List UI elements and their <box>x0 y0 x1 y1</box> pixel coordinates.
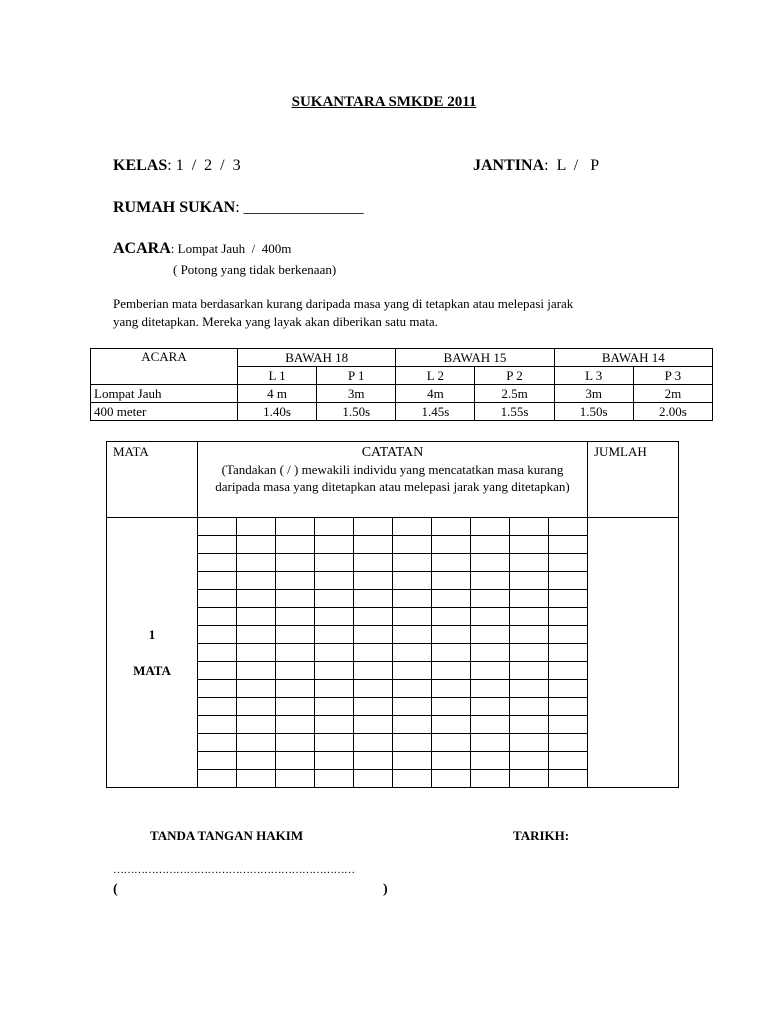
table-row <box>91 385 713 403</box>
tally-cell[interactable] <box>432 572 471 590</box>
criteria-group: BAWAH 18 <box>238 349 396 367</box>
tally-cell[interactable] <box>432 698 471 716</box>
tally-cell[interactable] <box>315 770 354 788</box>
tally-cell[interactable] <box>510 680 549 698</box>
tally-cell[interactable] <box>315 734 354 752</box>
tally-cell[interactable] <box>276 770 315 788</box>
tally-cell[interactable] <box>198 608 237 626</box>
criteria-event: Lompat Jauh <box>91 385 238 403</box>
jantina-options: : L / P <box>544 157 600 174</box>
tally-cell[interactable] <box>276 518 315 536</box>
record-header-mata: MATA <box>107 442 198 518</box>
tally-cell[interactable] <box>354 770 393 788</box>
criteria-subheader: L 1 <box>238 367 317 385</box>
record-table <box>106 441 679 788</box>
tally-cell[interactable] <box>276 608 315 626</box>
tally-cell[interactable] <box>237 590 276 608</box>
tally-cell[interactable] <box>354 572 393 590</box>
tally-cell[interactable] <box>276 662 315 680</box>
tally-cell[interactable] <box>354 698 393 716</box>
tally-cell[interactable] <box>510 554 549 572</box>
tally-cell[interactable] <box>354 680 393 698</box>
tally-cell[interactable] <box>549 698 588 716</box>
tally-cell[interactable] <box>471 608 510 626</box>
mata-unit: MATA <box>133 662 171 678</box>
tally-cell[interactable] <box>198 680 237 698</box>
tally-cell[interactable] <box>432 590 471 608</box>
tally-cell[interactable] <box>276 680 315 698</box>
tally-cell[interactable] <box>549 572 588 590</box>
tally-row <box>107 518 679 536</box>
tally-cell[interactable] <box>354 590 393 608</box>
tally-cell[interactable] <box>432 536 471 554</box>
tally-cell[interactable] <box>549 518 588 536</box>
tally-cell[interactable] <box>510 662 549 680</box>
criteria-value: 4 m <box>238 385 317 403</box>
kelas-field <box>113 157 241 175</box>
tally-cell[interactable] <box>393 536 432 554</box>
tally-cell[interactable] <box>432 626 471 644</box>
criteria-value: 1.50s <box>554 403 633 421</box>
tally-cell[interactable] <box>237 518 276 536</box>
table-row <box>91 403 713 421</box>
tally-cell[interactable] <box>471 770 510 788</box>
tally-cell[interactable] <box>471 752 510 770</box>
mata-value: 1 <box>148 626 156 642</box>
criteria-subheader: L 2 <box>396 367 475 385</box>
acara-options: : Lompat Jauh / 400m <box>170 241 292 256</box>
tally-cell[interactable] <box>354 752 393 770</box>
tally-cell[interactable] <box>510 518 549 536</box>
tally-cell[interactable] <box>393 626 432 644</box>
tally-cell[interactable] <box>393 662 432 680</box>
page-title: SUKANTARA SMKDE 2011 <box>291 94 477 110</box>
intro-line-1: Pemberian mata berdasarkan kurang daripada masa yang di tetapkan atau melepasi jarak <box>113 296 574 311</box>
tally-cell[interactable] <box>471 680 510 698</box>
tally-cell[interactable] <box>237 734 276 752</box>
tally-cell[interactable] <box>471 662 510 680</box>
tally-cell[interactable] <box>510 536 549 554</box>
criteria-value: 2.00s <box>633 403 712 421</box>
rumah-sukan-label: RUMAH SUKAN <box>113 199 236 216</box>
tally-cell[interactable] <box>354 716 393 734</box>
acara-note: ( Potong yang tidak berkenaan) <box>173 262 337 277</box>
record-header-jumlah: JUMLAH <box>588 442 679 518</box>
criteria-value: 1.45s <box>396 403 475 421</box>
intro-line-2: yang ditetapkan. Mereka yang layak akan diberikan satu mata. <box>113 314 438 329</box>
rumah-sukan-blank: : _______________ <box>235 199 364 216</box>
tally-cell[interactable] <box>315 752 354 770</box>
tally-cell[interactable] <box>432 518 471 536</box>
tally-cell[interactable] <box>510 734 549 752</box>
tally-cell[interactable] <box>354 644 393 662</box>
tally-cell[interactable] <box>315 698 354 716</box>
jumlah-cell[interactable] <box>588 518 679 788</box>
signature-paren-close: ) <box>383 882 388 897</box>
tally-cell[interactable] <box>276 536 315 554</box>
tally-cell[interactable] <box>315 680 354 698</box>
tally-cell[interactable] <box>198 662 237 680</box>
tally-cell[interactable] <box>471 554 510 572</box>
criteria-value: 2.5m <box>475 385 554 403</box>
tally-cell[interactable] <box>549 734 588 752</box>
tally-cell[interactable] <box>471 626 510 644</box>
tally-cell[interactable] <box>237 752 276 770</box>
tally-cell[interactable] <box>549 644 588 662</box>
jantina-label: JANTINA <box>473 157 545 174</box>
tally-cell[interactable] <box>315 626 354 644</box>
acara-label: ACARA <box>113 240 171 257</box>
tally-cell[interactable] <box>315 536 354 554</box>
tally-cell[interactable] <box>237 770 276 788</box>
tally-cell[interactable] <box>549 662 588 680</box>
tally-cell[interactable] <box>315 644 354 662</box>
signature-line: …………………………………………………………… <box>113 864 355 876</box>
tally-cell[interactable] <box>393 752 432 770</box>
tally-cell[interactable] <box>276 590 315 608</box>
tally-cell[interactable] <box>276 554 315 572</box>
tally-cell[interactable] <box>354 662 393 680</box>
tally-cell[interactable] <box>315 590 354 608</box>
tally-cell[interactable] <box>471 734 510 752</box>
tally-cell[interactable] <box>549 716 588 734</box>
tally-cell[interactable] <box>471 572 510 590</box>
criteria-value: 4m <box>396 385 475 403</box>
tally-cell[interactable] <box>510 770 549 788</box>
tally-cell[interactable] <box>198 572 237 590</box>
tally-cell[interactable] <box>237 536 276 554</box>
tally-cell[interactable] <box>276 752 315 770</box>
tally-cell[interactable] <box>354 734 393 752</box>
date-label: TARIKH: <box>513 828 570 843</box>
criteria-subheader: P 2 <box>475 367 554 385</box>
catatan-note: (Tandakan ( / ) mewakili individu yang mencatatkan masa kurang daripada masa yang ditetapkan atau melepasi jarak yang ditetapkan) <box>215 462 570 494</box>
tally-cell[interactable] <box>549 554 588 572</box>
tally-cell[interactable] <box>237 554 276 572</box>
criteria-value: 3m <box>317 385 396 403</box>
tally-cell[interactable] <box>276 716 315 734</box>
tally-cell[interactable] <box>354 608 393 626</box>
tally-cell[interactable] <box>393 572 432 590</box>
criteria-subheader: L 3 <box>554 367 633 385</box>
tally-cell[interactable] <box>315 608 354 626</box>
tally-cell[interactable] <box>471 644 510 662</box>
tally-cell[interactable] <box>393 608 432 626</box>
criteria-value: 1.40s <box>238 403 317 421</box>
catatan-title: CATATAN <box>361 445 424 460</box>
tally-cell[interactable] <box>315 518 354 536</box>
tally-cell[interactable] <box>198 644 237 662</box>
tally-cell[interactable] <box>237 662 276 680</box>
tally-cell[interactable] <box>354 626 393 644</box>
criteria-group: BAWAH 14 <box>554 349 712 367</box>
intro-text <box>113 295 573 331</box>
tally-cell[interactable] <box>354 518 393 536</box>
tally-cell[interactable] <box>393 518 432 536</box>
tally-cell[interactable] <box>471 518 510 536</box>
tally-cell[interactable] <box>198 518 237 536</box>
tally-cell[interactable] <box>432 554 471 572</box>
tally-cell[interactable] <box>354 536 393 554</box>
tally-cell[interactable] <box>237 680 276 698</box>
rumah-sukan-field <box>113 199 364 217</box>
tally-cell[interactable] <box>237 698 276 716</box>
tally-cell[interactable] <box>510 572 549 590</box>
tally-cell[interactable] <box>276 572 315 590</box>
tally-cell[interactable] <box>393 554 432 572</box>
tally-cell[interactable] <box>549 590 588 608</box>
tally-cell[interactable] <box>432 770 471 788</box>
criteria-value: 2m <box>633 385 712 403</box>
tally-cell[interactable] <box>393 734 432 752</box>
tally-cell[interactable] <box>393 590 432 608</box>
tally-cell[interactable] <box>432 734 471 752</box>
tally-cell[interactable] <box>198 734 237 752</box>
tally-cell[interactable] <box>549 770 588 788</box>
tally-cell[interactable] <box>510 752 549 770</box>
tally-cell[interactable] <box>276 644 315 662</box>
tally-cell[interactable] <box>198 626 237 644</box>
tally-cell[interactable] <box>432 644 471 662</box>
tally-cell[interactable] <box>198 554 237 572</box>
tally-cell[interactable] <box>549 536 588 554</box>
tally-cell[interactable] <box>432 716 471 734</box>
tally-cell[interactable] <box>432 608 471 626</box>
tally-cell[interactable] <box>354 554 393 572</box>
criteria-subheader: P 3 <box>633 367 712 385</box>
tally-cell[interactable] <box>510 716 549 734</box>
acara-field <box>113 240 291 258</box>
tally-cell[interactable] <box>393 770 432 788</box>
tally-cell[interactable] <box>471 590 510 608</box>
jantina-field <box>473 157 599 175</box>
tally-cell[interactable] <box>510 626 549 644</box>
tally-cell[interactable] <box>198 698 237 716</box>
kelas-label: KELAS <box>113 157 168 174</box>
criteria-value: 1.55s <box>475 403 554 421</box>
tally-cell[interactable] <box>276 734 315 752</box>
tally-cell[interactable] <box>237 608 276 626</box>
tally-cell[interactable] <box>549 752 588 770</box>
tally-cell[interactable] <box>471 698 510 716</box>
tally-cell[interactable] <box>198 752 237 770</box>
criteria-value: 3m <box>554 385 633 403</box>
tally-cell[interactable] <box>393 680 432 698</box>
mata-value-cell <box>107 518 198 788</box>
tally-cell[interactable] <box>198 716 237 734</box>
judge-signature-label: TANDA TANGAN HAKIM <box>150 828 304 843</box>
tally-cell[interactable] <box>315 554 354 572</box>
tally-cell[interactable] <box>471 716 510 734</box>
criteria-group: BAWAH 15 <box>396 349 554 367</box>
tally-cell[interactable] <box>510 590 549 608</box>
criteria-subheader: P 1 <box>317 367 396 385</box>
tally-cell[interactable] <box>393 716 432 734</box>
tally-cell[interactable] <box>276 626 315 644</box>
tally-cell[interactable] <box>315 572 354 590</box>
tally-cell[interactable] <box>393 644 432 662</box>
tally-cell[interactable] <box>510 644 549 662</box>
tally-cell[interactable] <box>549 626 588 644</box>
tally-cell[interactable] <box>237 572 276 590</box>
tally-cell[interactable] <box>237 644 276 662</box>
criteria-table <box>90 348 713 421</box>
tally-cell[interactable] <box>237 626 276 644</box>
tally-cell[interactable] <box>432 680 471 698</box>
tally-cell[interactable] <box>432 662 471 680</box>
tally-cell[interactable] <box>198 590 237 608</box>
criteria-header-acara: ACARA <box>91 349 238 385</box>
tally-cell[interactable] <box>549 608 588 626</box>
tally-cell[interactable] <box>198 536 237 554</box>
tally-cell[interactable] <box>237 716 276 734</box>
kelas-options: : 1 / 2 / 3 <box>167 157 241 174</box>
signature-paren-open: ( <box>113 882 118 897</box>
tally-cell[interactable] <box>510 698 549 716</box>
tally-cell[interactable] <box>315 662 354 680</box>
criteria-value: 1.50s <box>317 403 396 421</box>
record-header-catatan <box>198 442 588 518</box>
criteria-event: 400 meter <box>91 403 238 421</box>
tally-cell[interactable] <box>432 752 471 770</box>
tally-cell[interactable] <box>198 770 237 788</box>
tally-cell[interactable] <box>471 536 510 554</box>
tally-cell[interactable] <box>393 698 432 716</box>
tally-cell[interactable] <box>510 608 549 626</box>
tally-cell[interactable] <box>315 716 354 734</box>
tally-cell[interactable] <box>549 680 588 698</box>
tally-cell[interactable] <box>276 698 315 716</box>
